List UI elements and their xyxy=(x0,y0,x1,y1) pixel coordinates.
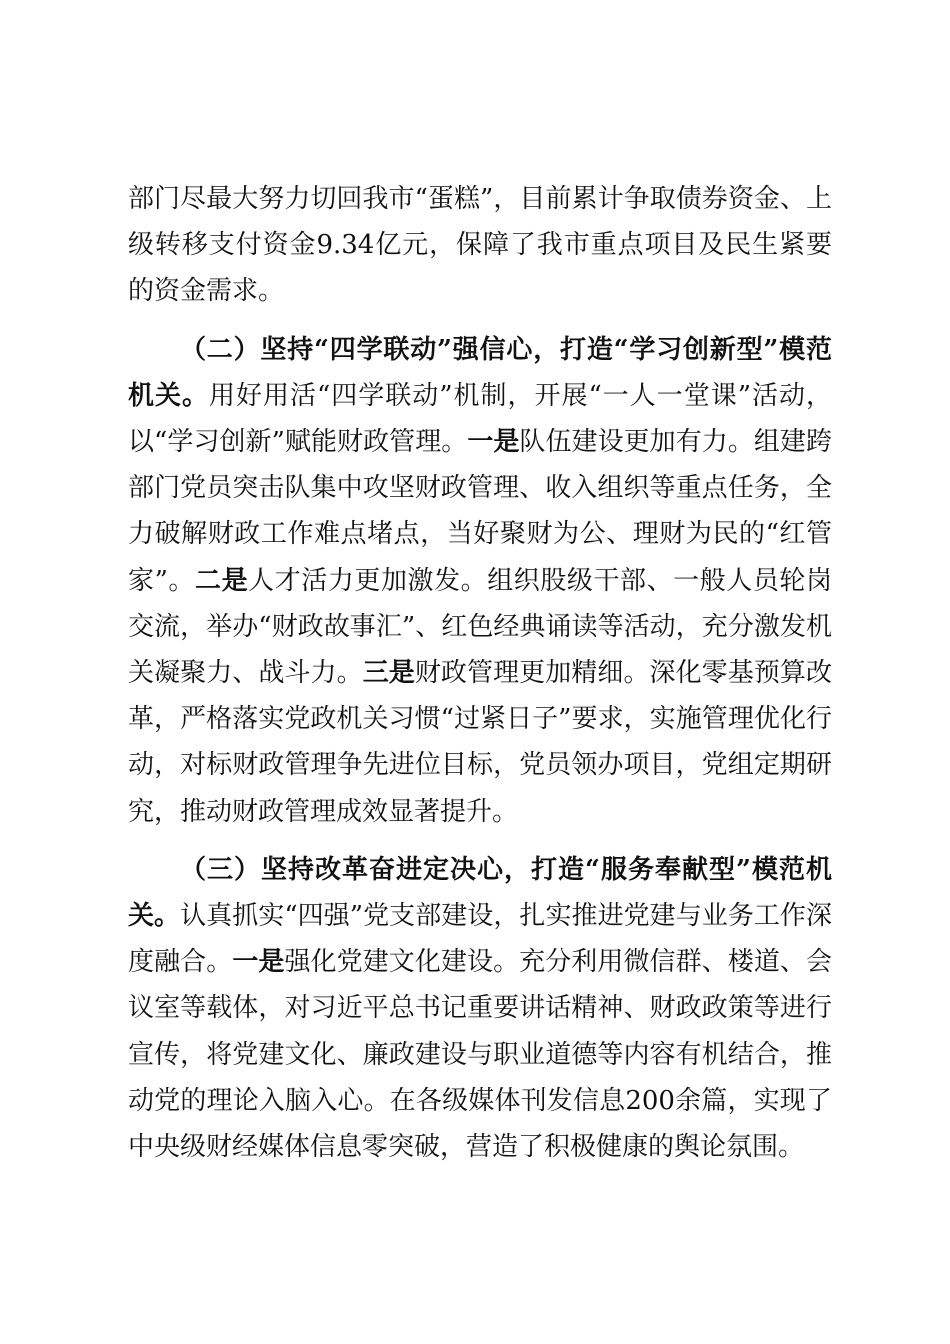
paragraph-funding xyxy=(128,176,832,315)
point-label: 二是 xyxy=(195,565,249,596)
point-text: 人才活力更加激发。组织股级干部、一般人员轮岗交流，举办“财政故事汇”、红色经典诵读等活动，充分激发机关凝聚力、战斗力。 xyxy=(128,565,832,689)
section-two xyxy=(128,327,832,835)
point-text: 强化党建文化建设。充分利用微信群、楼道、会议室等载体，对习近平总书记重要讲话精神、财政政策等进行宣传，将党建文化、廉政建设与职业道德等内容有机结合，推动党的理论入脑入心。在各级媒体刊发信息200余篇，实现了中央级财经媒体信息零突破，营造了积极健康的舆论氛围。 xyxy=(128,947,832,1163)
point-label: 三是 xyxy=(362,658,415,689)
point-label: 一是 xyxy=(232,947,285,978)
section-intro: 用好用活“四学联动”机制，开展“一人一堂课”活动，以“学习创新”赋能财政管理。 xyxy=(128,380,832,458)
section-heading: （二）坚持“四学联动”强信心，打造“学习创新型”模范机关。 xyxy=(128,334,832,411)
section-heading: （三）坚持改革奋进定决心，打造“服务奉献型”模范机关。 xyxy=(128,854,832,932)
paragraph-text: 部门尽最大努力切回我市“蛋糕”，目前累计争取债券资金、上级转移支付资金9.34亿元，保障了我市重点项目及民生紧要的资金需求。 xyxy=(128,184,832,307)
section-three xyxy=(128,847,832,1170)
section-intro: 认真抓实“四强”党支部建设，扎实推进党建与业务工作深度融合。 xyxy=(128,901,832,978)
point-label: 一是 xyxy=(467,427,520,458)
point-text: 队伍建设更加有力。组建跨部门党员突击队集中攻坚财政管理、收入组织等重点任务，全力破解财政工作难点堵点，当好聚财为公、理财为民的“红管家”。 xyxy=(128,427,832,596)
point-text: 财政管理更加精细。深化零基预算改革，严格落实党政机关习惯“过紧日子”要求，实施管理优化行动，对标财政管理争先进位目标，党员领办项目，党组定期研究，推动财政管理成效显著提升。 xyxy=(128,658,832,827)
document-page xyxy=(128,176,832,1170)
